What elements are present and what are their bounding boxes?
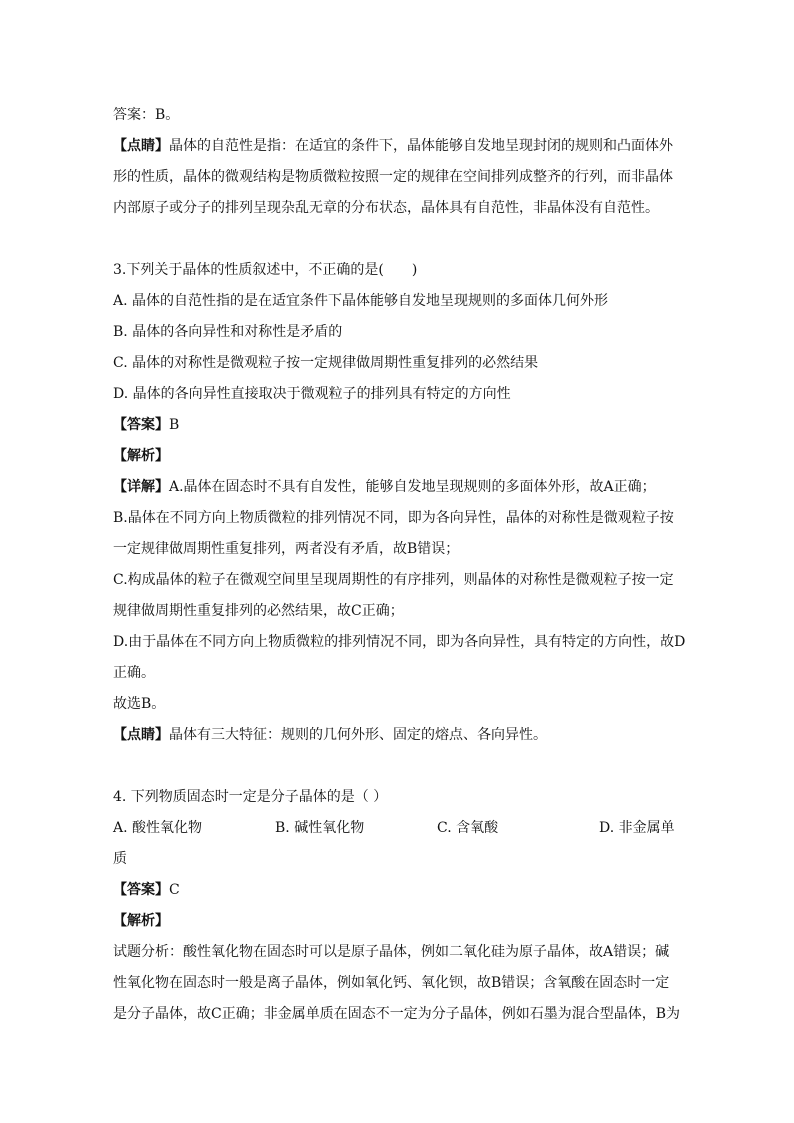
dianjing-tag: 【点睛】 <box>113 727 169 743</box>
question-3-answer <box>113 410 683 441</box>
dianjing-text-line: 内部原子或分子的排列呈现杂乱无章的分布状态，晶体具有自范性，非晶体没有自范性。 <box>113 200 659 216</box>
spacer <box>113 751 683 782</box>
answer-tag: 【答案】 <box>113 882 169 898</box>
question-4-analysis-heading <box>113 906 683 937</box>
detail-text-line: 故选B。 <box>113 696 166 712</box>
dianjing-text-line: 形的性质，晶体的微观结构是物质微粒按照一定的规律在空间排列成整齐的行列，而非晶体 <box>113 169 673 185</box>
detail-text-line: D.由于晶体在不同方向上物质微粒的排列情况不同，即为各向异性，具有特定的方向性，故D <box>113 634 686 650</box>
question-3-analysis-heading <box>113 441 683 472</box>
question-3-dianjing <box>113 720 683 751</box>
answer-value: C <box>169 882 180 898</box>
question-4-answer <box>113 875 683 906</box>
question-4-options <box>113 813 683 844</box>
dianjing-text: 晶体的自范性是指：在适宜的条件下，晶体能够自发地呈现封闭的规则和凸面体外 <box>169 138 673 154</box>
document-page <box>113 100 686 1030</box>
dianjing-text: 晶体有三大特征：规则的几何外形、固定的熔点、各向异性。 <box>169 727 547 743</box>
question-4-option-a: A. 酸性氧化物 <box>113 820 203 836</box>
question-4-option-c: C. 含氧酸 <box>437 820 499 836</box>
answer-tag: 【答案】 <box>113 417 169 433</box>
question-4-option-d-wrap: 质 <box>113 851 127 867</box>
dianjing-tag: 【点睛】 <box>113 138 169 154</box>
question-4-option-b: B. 碱性氧化物 <box>275 820 365 836</box>
analysis-text-line: 试题分析：酸性氧化物在固态时可以是原子晶体，例如二氧化硅为原子晶体，故A错误；碱 <box>113 944 670 960</box>
question-4-option-d: D. 非金属单 <box>599 820 675 836</box>
detail-tag: 【详解】 <box>113 479 169 495</box>
analysis-text-line: 是分子晶体，故C正确；非金属单质在固态不一定为分子晶体，例如石墨为混合型晶体，B为 <box>113 1006 680 1022</box>
detail-text: A.晶体在固态时不具有自发性，能够自发地呈现规则的多面体外形，故A正确； <box>169 479 656 495</box>
detail-text-line: C.构成晶体的粒子在微观空间里呈现周期性的有序排列，则晶体的对称性是微观粒子按一定 <box>113 572 674 588</box>
question-3-detail <box>113 472 683 503</box>
question-3-stem: 3.下列关于晶体的性质叙述中，不正确的是( ) <box>113 262 418 278</box>
question-3-option-b: B. 晶体的各向异性和对称性是矛盾的 <box>113 324 343 340</box>
spacer <box>113 224 683 255</box>
question-4-stem: 4. 下列物质固态时一定是分子晶体的是（ ） <box>113 789 388 805</box>
question-3-option-c: C. 晶体的对称性是微观粒子按一定规律做周期性重复排列的必然结果 <box>113 355 539 371</box>
detail-text-line: B.晶体在不同方向上物质微粒的排列情况不同，即为各向异性，晶体的对称性是微观粒子按 <box>113 510 674 526</box>
question-3-option-d: D. 晶体的各向异性直接取决于微观粒子的排列具有特定的方向性 <box>113 386 511 402</box>
analysis-text-line: 性氧化物在固态时一般是离子晶体，例如氧化钙、氧化钡，故B错误；含氧酸在固态时一定 <box>113 975 670 991</box>
dianjing-line <box>113 131 683 162</box>
detail-text-line: 正确。 <box>113 665 155 681</box>
answer-value: B <box>169 417 180 433</box>
detail-text-line: 一定规律做周期性重复排列，两者没有矛盾，故B错误； <box>113 541 460 557</box>
answer-line: 答案：B。 <box>113 107 180 123</box>
detail-text-line: 规律做周期性重复排列的必然结果，故C正确； <box>113 603 404 619</box>
question-3-option-a: A. 晶体的自范性指的是在适宜条件下晶体能够自发地呈现规则的多面体几何外形 <box>113 293 609 309</box>
analysis-tag: 【解析】 <box>113 448 169 464</box>
analysis-tag: 【解析】 <box>113 913 169 929</box>
